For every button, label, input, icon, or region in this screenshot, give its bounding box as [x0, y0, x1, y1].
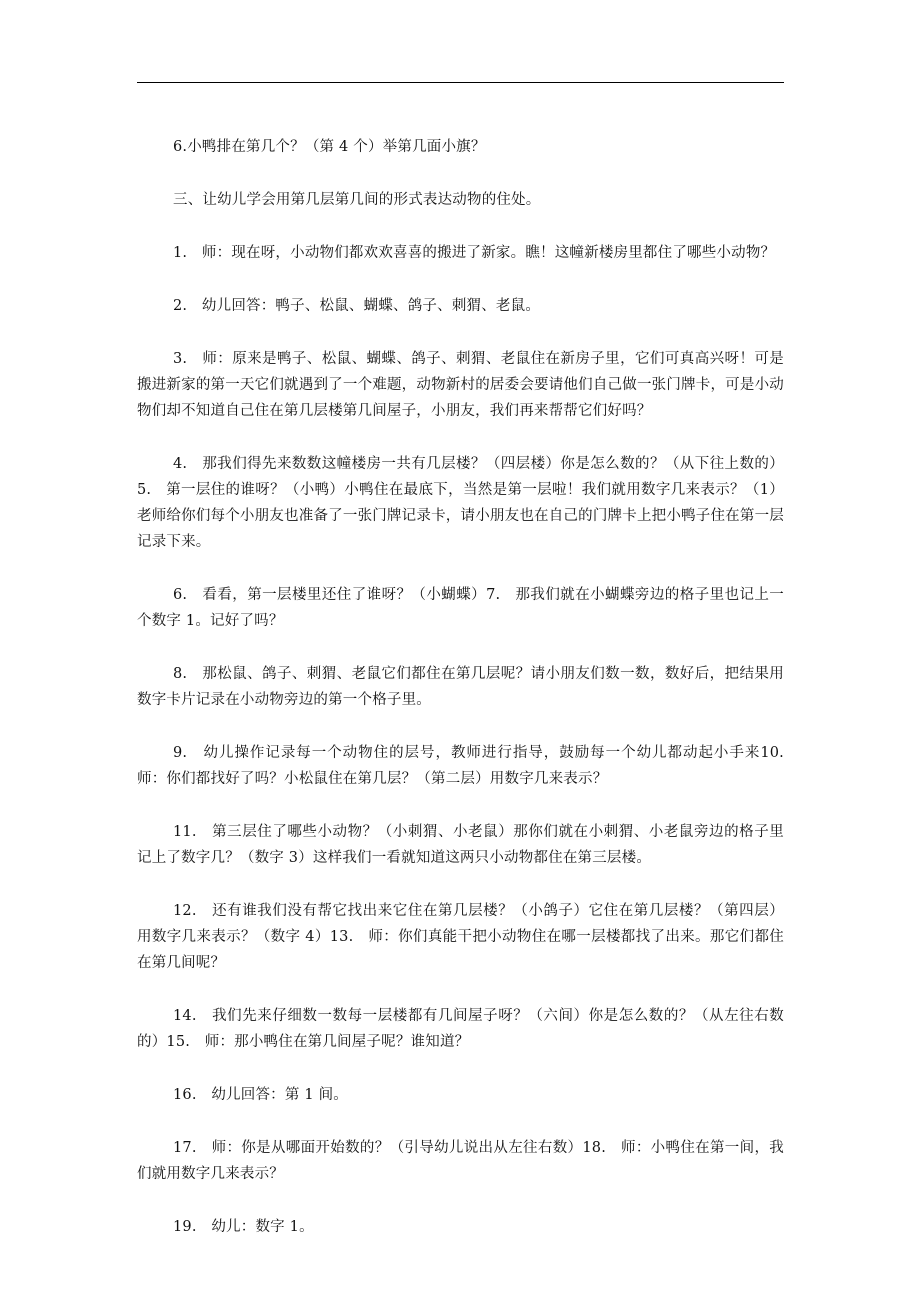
paragraph-6-flag: 6.小鸭排在第几个？（第 4 个）举第几面小旗？ [173, 139, 486, 155]
paragraph-6-7: 6. 看看，第一层楼里还住了谁呀？（小蝴蝶）7. 那我们就在小蝴蝶旁边的格子里也记上一个数字 1。记好了吗？ [137, 587, 784, 629]
paragraph-1: 1. 师：现在呀，小动物们都欢欢喜喜的搬进了新家。瞧！这幢新楼房里都住了哪些小动物？ [173, 245, 776, 261]
paragraph-3: 3. 师：原来是鸭子、松鼠、蝴蝶、鸽子、刺猬、老鼠住在新房子里，它们可真高兴呀！可是搬进新家的第一天它们就遇到了一个难题，动物新村的居委会要请他们自己做一张门牌卡，可是小动物们却不知道自己住在第几层楼第几间屋子，小朋友，我们再来帮帮它们好吗？ [137, 351, 784, 419]
paragraph-14-15: 14. 我们先来仔细数一数每一层楼都有几间屋子呀？（六间）你是怎么数的？（从左往右数的）15. 师：那小鸭住在第几间屋子呢？谁知道？ [137, 1008, 784, 1050]
section-heading-3: 三、让幼儿学会用第几层第几间的形式表达动物的住处。 [173, 192, 541, 208]
paragraph-12-13: 12. 还有谁我们没有帮它找出来它住在第几层楼？（小鸽子）它住在第几层楼？（第四层）用数字几来表示？（数字 4）13. 师：你们真能干把小动物住在哪一层楼都找了出来。那它们都住在第几间呢？ [137, 903, 784, 971]
paragraph-11: 11. 第三层住了哪些小动物？（小刺猬、小老鼠）那你们就在小刺猬、小老鼠旁边的格子里记上了数字几？（数字 3）这样我们一看就知道这两只小动物都住在第三层楼。 [137, 824, 784, 866]
header-rule [137, 82, 784, 83]
paragraph-4-5: 4. 那我们得先来数数这幢楼房一共有几层楼？（四层楼）你是怎么数的？（从下往上数的）5. 第一层住的谁呀？（小鸭）小鸭住在最底下，当然是第一层啦！我们就用数字几来表示？（1）老师给你们每个小朋友也准备了一张门牌记录卡，请小朋友也在自己的门牌卡上把小鸭子住在第一层记录下来。 [137, 456, 784, 550]
paragraph-2: 2. 幼儿回答：鸭子、松鼠、蝴蝶、鸽子、刺猬、老鼠。 [173, 298, 541, 314]
paragraph-8: 8. 那松鼠、鸽子、刺猬、老鼠它们都住在第几层呢？请小朋友们数一数，数好后，把结果用数字卡片记录在小动物旁边的第一个格子里。 [137, 666, 784, 708]
paragraph-16: 16. 幼儿回答：第 1 间。 [173, 1087, 349, 1103]
paragraph-19: 19. 幼儿：数字 1。 [173, 1219, 314, 1235]
paragraph-9-10: 9. 幼儿操作记录每一个动物住的层号，教师进行指导，鼓励每一个幼儿都动起小手来10. 师：你们都找好了吗？小松鼠住在第几层？（第二层）用数字几来表示？ [137, 745, 799, 787]
paragraph-17-18: 17. 师：你是从哪面开始数的？（引导幼儿说出从左往右数）18. 师：小鸭住在第一间，我们就用数字几来表示？ [137, 1140, 784, 1182]
document-body [137, 134, 799, 1267]
